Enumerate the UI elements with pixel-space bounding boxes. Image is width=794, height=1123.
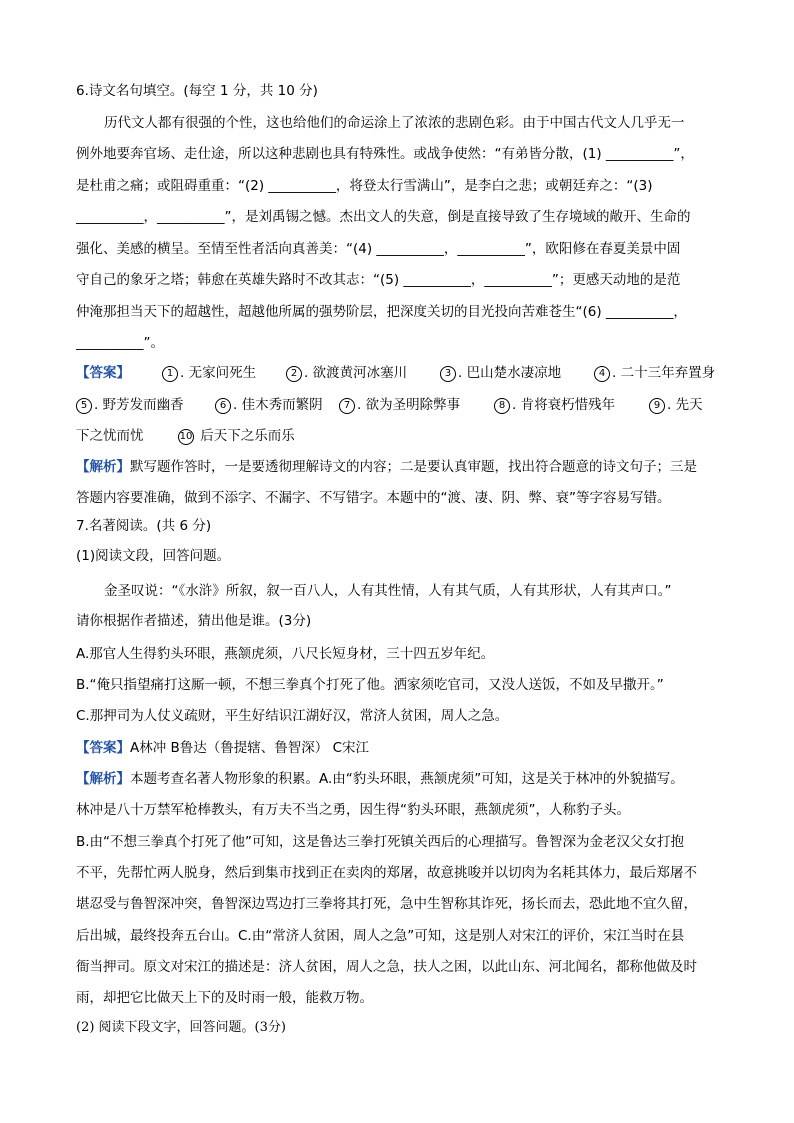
q6-line-2: 例外地要奔官场、走仕途，所以这种悲剧也具有特殊性。或战争使然：“有弟皆分散，(1) __________”， xyxy=(76,146,694,162)
q7-analysis-line-8: 雨，却把它比做天上下的及时雨一般，能救万物。 xyxy=(76,990,373,1006)
q6-analysis-line-1: 【解析】默写题作答时，一是要透彻理解诗文的内容；二是要认真审题，找出符合题意的诗文句子；三是 xyxy=(76,459,697,475)
q7-option-b: B.“俺只指望痛打这厮一顿，不想三拳真个打死了他。洒家须吃官司，又没人送饭，不如及早撒开。” xyxy=(76,677,664,693)
answer-item-1: 1 . 无家问死生 xyxy=(162,363,256,383)
q7-sub2: (2) 阅读下段文字，回答问题。(3分) xyxy=(76,1020,286,1035)
q7-analysis-line-1: 【解析】本题考查名著人物形象的积累。A.由“豹头环眼，燕颔虎须”可知，这是关于林冲的外貌描写。 xyxy=(76,771,684,787)
q7-analysis-line-4: 不平，先帮忙两人脱身，然后到集市找到正在卖肉的郑屠，故意挑唆并以切肉为名耗其体力，最后郑屠不 xyxy=(76,865,697,881)
q6-analysis-line-2: 答题内容要准确，做到不添字、不漏字、不写错字。本题中的“渡、凄、阴、弊、衰”等字容易写错。 xyxy=(76,490,671,506)
q6-line-6: 守自己的象牙之塔；韩愈在英雄失路时不改其志：“(5) __________，__________”；更感天动地的是范 xyxy=(76,272,681,288)
q7-analysis-line-7: 衙当押司。原文对宋江的描述是：济人贫困，周人之急，扶人之困，以此山东、河北闻名，都称他做及时 xyxy=(76,959,697,975)
answer-item-3: 3 . 巴山楚水凄凉地 xyxy=(440,363,561,383)
answer-item-5: 5 . 野芳发而幽香 xyxy=(76,395,184,415)
q7-option-c: C.那押司为人仗义疏财，平生好结识江湖好汉，常济人贫困，周人之急。 xyxy=(76,708,509,724)
q7-passage-line-2: 请你根据作者描述，猜出他是谁。(3分) xyxy=(76,613,312,629)
answer-item-9-cont: 下之忧而忧 xyxy=(76,428,144,444)
answer-item-9: 9 . 先天 xyxy=(649,395,703,415)
q7-answer: 【答案】A林冲 B鲁达（鲁提辖、鲁智深） C宋江 xyxy=(76,740,370,756)
q7-analysis-line-5: 堪忍受与鲁智深冲突，鲁智深边骂边打三拳将其打死，急中生智称其诈死，扬长而去，恐此地不宜久留， xyxy=(76,896,697,912)
answer-tag: 【答案】 xyxy=(76,365,130,381)
q6-line-5: 强化、美感的横呈。至情至性者活向真善美：“(4) __________，__________”，欧阳修在春夏美景中固 xyxy=(76,241,681,257)
answer-tag: 【答案】 xyxy=(76,740,130,756)
q6-line-1: 历代文人都有很强的个性，这也给他们的命运涂上了浓浓的悲剧色彩。由于中国古代文人几乎无一 xyxy=(104,115,685,131)
q7-analysis-line-6: 后出城，最终投奔五台山。C.由“常济人贫困，周人之急”可知，这是别人对宋江的评价，宋江当时在县 xyxy=(76,928,685,944)
q7-title: 7.名著阅读。(共 6 分) xyxy=(76,518,212,534)
answer-item-10: 10 后天下之乐而乐 xyxy=(179,428,295,444)
answer-item-6: 6 . 佳木秀而繁阴 xyxy=(215,395,323,415)
q6-title: 6.诗文名句填空。(每空 1 分，共 10 分) xyxy=(76,83,318,99)
q6-line-3: 是杜甫之痛；或阻碍重重：“(2) __________，将登太行雪满山”，是李白之悲；或朝廷弃之：“(3) xyxy=(76,178,653,194)
q6-line-8: __________”。 xyxy=(76,335,164,351)
q6-line-4: __________，__________”，是刘禹锡之憾。杰出文人的失意，倒是直接导致了生存境域的敞开、生命的 xyxy=(76,209,691,225)
analysis-tag: 【解析】 xyxy=(76,459,130,475)
q7-option-a: A.那官人生得豹头环眼，燕颔虎须，八尺长短身材，三十四五岁年纪。 xyxy=(76,646,495,662)
answer-item-7: 7 . 欲为圣明除弊事 xyxy=(339,395,460,415)
answer-item-8: 8 . 肯将衰朽惜残年 xyxy=(494,395,615,415)
q6-answers-row-3 xyxy=(76,426,726,446)
analysis-tag: 【解析】 xyxy=(76,771,130,787)
answer-item-4: 4 . 二十三年弃置身 xyxy=(594,363,715,383)
q7-sub1: (1)阅读文段，回答问题。 xyxy=(76,548,231,564)
q6-answers-row-2 xyxy=(76,395,726,415)
q7-passage-line-1: 金圣叹说：“《水浒》所叙，叙一百八人，人有其性情，人有其气质，人有其形状，人有其声口。” xyxy=(104,583,672,599)
q7-analysis-line-3: B.由“不想三拳真个打死了他”可知，这是鲁达三拳打死镇关西后的心理描写。鲁智深为金老汉父女打抱 xyxy=(76,834,685,850)
answer-item-2: 2 . 欲渡黄河冰塞川 xyxy=(286,363,407,383)
q7-analysis-line-2: 林冲是八十万禁军枪棒教头，有万夫不当之勇，因生得“豹头环眼，燕颔虎须”，人称豹子头。 xyxy=(76,802,630,818)
q6-answers-row-1 xyxy=(76,363,726,383)
q6-line-7: 仲淹那担当天下的超越性，超越他所属的强势阶层，把深度关切的目光投向苦难苍生“(6) __________， xyxy=(76,304,687,320)
